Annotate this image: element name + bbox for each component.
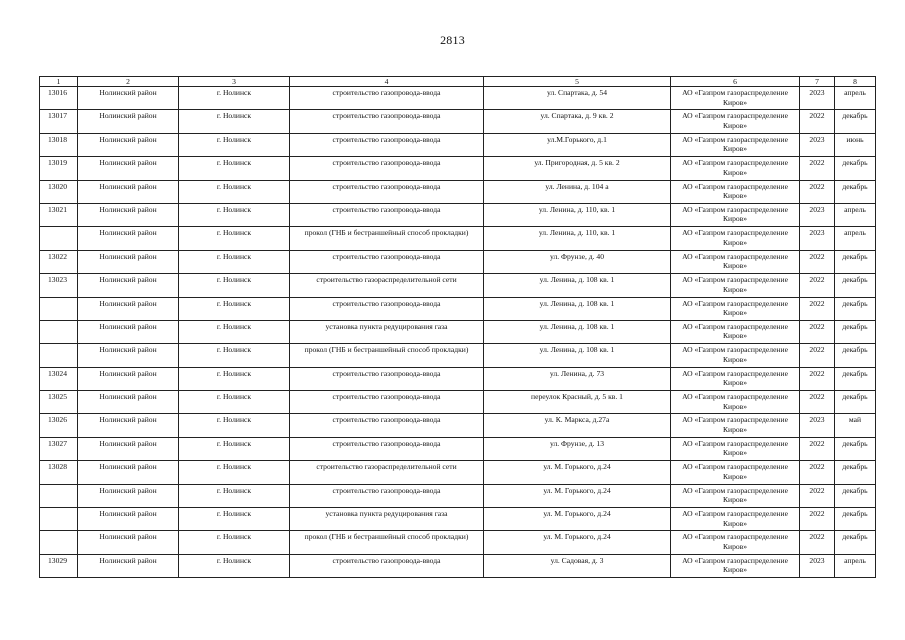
year-cell: 2022 bbox=[800, 320, 835, 343]
table-row bbox=[40, 461, 876, 484]
table-row bbox=[40, 367, 876, 390]
work-type-cell: строительство газопровода-ввода bbox=[290, 250, 484, 273]
organization-cell: АО «Газпром газораспределение Киров» bbox=[671, 87, 800, 110]
record-number-cell: 13026 bbox=[40, 414, 78, 437]
column-number-row bbox=[40, 77, 876, 87]
record-number-cell: 13020 bbox=[40, 180, 78, 203]
year-cell: 2022 bbox=[800, 508, 835, 531]
district-cell: Нолинский район bbox=[78, 391, 179, 414]
record-number-cell: 13029 bbox=[40, 554, 78, 577]
work-type-cell: прокол (ГНБ и бестраншейный способ прокладки) bbox=[290, 344, 484, 367]
organization-cell: АО «Газпром газораспределение Киров» bbox=[671, 391, 800, 414]
organization-cell: АО «Газпром газораспределение Киров» bbox=[671, 414, 800, 437]
address-cell: ул. Пригородная, д. 5 кв. 2 bbox=[484, 157, 671, 180]
month-cell: декабрь bbox=[835, 391, 876, 414]
organization-cell: АО «Газпром газораспределение Киров» bbox=[671, 554, 800, 577]
city-cell: г. Нолинск bbox=[179, 367, 290, 390]
district-cell: Нолинский район bbox=[78, 554, 179, 577]
year-cell: 2022 bbox=[800, 157, 835, 180]
work-type-cell: установка пункта редуцирования газа bbox=[290, 508, 484, 531]
organization-cell: АО «Газпром газораспределение Киров» bbox=[671, 180, 800, 203]
city-cell: г. Нолинск bbox=[179, 484, 290, 507]
organization-cell: АО «Газпром газораспределение Киров» bbox=[671, 157, 800, 180]
address-cell: ул. Ленина, д. 108 кв. 1 bbox=[484, 320, 671, 343]
address-cell: ул. Ленина, д. 110, кв. 1 bbox=[484, 203, 671, 226]
year-cell: 2022 bbox=[800, 461, 835, 484]
district-cell: Нолинский район bbox=[78, 87, 179, 110]
column-number: 2 bbox=[78, 77, 179, 87]
district-cell: Нолинский район bbox=[78, 531, 179, 554]
work-type-cell: строительство газопровода-ввода bbox=[290, 110, 484, 133]
table-row bbox=[40, 554, 876, 577]
city-cell: г. Нолинск bbox=[179, 320, 290, 343]
city-cell: г. Нолинск bbox=[179, 203, 290, 226]
address-cell: ул. М. Горького, д.24 bbox=[484, 461, 671, 484]
year-cell: 2022 bbox=[800, 110, 835, 133]
city-cell: г. Нолинск bbox=[179, 344, 290, 367]
table-row bbox=[40, 250, 876, 273]
city-cell: г. Нолинск bbox=[179, 133, 290, 156]
work-type-cell: установка пункта редуцирования газа bbox=[290, 320, 484, 343]
month-cell: апрель bbox=[835, 227, 876, 250]
table-row bbox=[40, 531, 876, 554]
column-number: 7 bbox=[800, 77, 835, 87]
month-cell: декабрь bbox=[835, 508, 876, 531]
month-cell: декабрь bbox=[835, 250, 876, 273]
address-cell: ул. К. Маркса, д.27а bbox=[484, 414, 671, 437]
city-cell: г. Нолинск bbox=[179, 250, 290, 273]
year-cell: 2022 bbox=[800, 250, 835, 273]
work-type-cell: строительство газопровода-ввода bbox=[290, 367, 484, 390]
month-cell: июнь bbox=[835, 133, 876, 156]
month-cell: декабрь bbox=[835, 274, 876, 297]
address-cell: ул. Ленина, д. 73 bbox=[484, 367, 671, 390]
month-cell: декабрь bbox=[835, 320, 876, 343]
district-cell: Нолинский район bbox=[78, 110, 179, 133]
year-cell: 2023 bbox=[800, 203, 835, 226]
organization-cell: АО «Газпром газораспределение Киров» bbox=[671, 133, 800, 156]
year-cell: 2023 bbox=[800, 133, 835, 156]
address-cell: ул. Ленина, д. 110, кв. 1 bbox=[484, 227, 671, 250]
work-type-cell: строительство газопровода-ввода bbox=[290, 133, 484, 156]
district-cell: Нолинский район bbox=[78, 227, 179, 250]
table-row bbox=[40, 414, 876, 437]
work-type-cell: строительство газопровода-ввода bbox=[290, 203, 484, 226]
column-number: 4 bbox=[290, 77, 484, 87]
record-number-cell: 13018 bbox=[40, 133, 78, 156]
year-cell: 2022 bbox=[800, 367, 835, 390]
district-cell: Нолинский район bbox=[78, 414, 179, 437]
organization-cell: АО «Газпром газораспределение Киров» bbox=[671, 508, 800, 531]
work-type-cell: прокол (ГНБ и бестраншейный способ прокладки) bbox=[290, 227, 484, 250]
district-cell: Нолинский район bbox=[78, 461, 179, 484]
district-cell: Нолинский район bbox=[78, 274, 179, 297]
table-row bbox=[40, 274, 876, 297]
table-row bbox=[40, 391, 876, 414]
record-number-cell: 13028 bbox=[40, 461, 78, 484]
district-cell: Нолинский район bbox=[78, 180, 179, 203]
month-cell: декабрь bbox=[835, 367, 876, 390]
table-row bbox=[40, 227, 876, 250]
district-cell: Нолинский район bbox=[78, 157, 179, 180]
month-cell: декабрь bbox=[835, 297, 876, 320]
district-cell: Нолинский район bbox=[78, 484, 179, 507]
record-number-cell: 13022 bbox=[40, 250, 78, 273]
city-cell: г. Нолинск bbox=[179, 297, 290, 320]
record-number-cell bbox=[40, 531, 78, 554]
month-cell: декабрь bbox=[835, 110, 876, 133]
organization-cell: АО «Газпром газораспределение Киров» bbox=[671, 437, 800, 460]
year-cell: 2022 bbox=[800, 297, 835, 320]
table-row bbox=[40, 133, 876, 156]
column-number: 8 bbox=[835, 77, 876, 87]
record-number-cell: 13016 bbox=[40, 87, 78, 110]
work-type-cell: строительство газопровода-ввода bbox=[290, 180, 484, 203]
record-number-cell bbox=[40, 227, 78, 250]
year-cell: 2022 bbox=[800, 391, 835, 414]
year-cell: 2022 bbox=[800, 437, 835, 460]
month-cell: декабрь bbox=[835, 461, 876, 484]
record-number-cell: 13019 bbox=[40, 157, 78, 180]
district-cell: Нолинский район bbox=[78, 320, 179, 343]
column-number: 1 bbox=[40, 77, 78, 87]
year-cell: 2022 bbox=[800, 274, 835, 297]
work-type-cell: строительство газопровода-ввода bbox=[290, 554, 484, 577]
year-cell: 2022 bbox=[800, 180, 835, 203]
month-cell: декабрь bbox=[835, 157, 876, 180]
year-cell: 2023 bbox=[800, 414, 835, 437]
city-cell: г. Нолинск bbox=[179, 461, 290, 484]
work-type-cell: строительство газопровода-ввода bbox=[290, 157, 484, 180]
work-type-cell: строительство газопровода-ввода bbox=[290, 391, 484, 414]
record-number-cell bbox=[40, 484, 78, 507]
record-number-cell: 13017 bbox=[40, 110, 78, 133]
year-cell: 2023 bbox=[800, 87, 835, 110]
address-cell: ул.М.Горького, д.1 bbox=[484, 133, 671, 156]
column-number: 6 bbox=[671, 77, 800, 87]
city-cell: г. Нолинск bbox=[179, 437, 290, 460]
district-cell: Нолинский район bbox=[78, 344, 179, 367]
work-type-cell: строительство газопровода-ввода bbox=[290, 87, 484, 110]
organization-cell: АО «Газпром газораспределение Киров» bbox=[671, 250, 800, 273]
address-cell: ул. Ленина, д. 104 а bbox=[484, 180, 671, 203]
district-cell: Нолинский район bbox=[78, 133, 179, 156]
city-cell: г. Нолинск bbox=[179, 157, 290, 180]
city-cell: г. Нолинск bbox=[179, 554, 290, 577]
month-cell: декабрь bbox=[835, 180, 876, 203]
district-cell: Нолинский район bbox=[78, 203, 179, 226]
organization-cell: АО «Газпром газораспределение Киров» bbox=[671, 297, 800, 320]
month-cell: декабрь bbox=[835, 437, 876, 460]
city-cell: г. Нолинск bbox=[179, 87, 290, 110]
month-cell: декабрь bbox=[835, 531, 876, 554]
city-cell: г. Нолинск bbox=[179, 531, 290, 554]
table-row bbox=[40, 203, 876, 226]
month-cell: декабрь bbox=[835, 344, 876, 367]
address-cell: ул. М. Горького, д.24 bbox=[484, 508, 671, 531]
organization-cell: АО «Газпром газораспределение Киров» bbox=[671, 531, 800, 554]
page-number: 2813 bbox=[440, 33, 465, 47]
organization-cell: АО «Газпром газораспределение Киров» bbox=[671, 484, 800, 507]
address-cell: переулок Красный, д. 5 кв. 1 bbox=[484, 391, 671, 414]
work-type-cell: строительство газопровода-ввода bbox=[290, 437, 484, 460]
column-number: 3 bbox=[179, 77, 290, 87]
year-cell: 2023 bbox=[800, 227, 835, 250]
district-cell: Нолинский район bbox=[78, 437, 179, 460]
district-cell: Нолинский район bbox=[78, 297, 179, 320]
table-row bbox=[40, 344, 876, 367]
table-row bbox=[40, 87, 876, 110]
organization-cell: АО «Газпром газораспределение Киров» bbox=[671, 110, 800, 133]
year-cell: 2022 bbox=[800, 484, 835, 507]
city-cell: г. Нолинск bbox=[179, 180, 290, 203]
city-cell: г. Нолинск bbox=[179, 414, 290, 437]
work-type-cell: строительство газораспределительной сети bbox=[290, 461, 484, 484]
record-number-cell bbox=[40, 320, 78, 343]
record-number-cell bbox=[40, 297, 78, 320]
organization-cell: АО «Газпром газораспределение Киров» bbox=[671, 274, 800, 297]
table-row bbox=[40, 320, 876, 343]
organization-cell: АО «Газпром газораспределение Киров» bbox=[671, 367, 800, 390]
record-number-cell: 13027 bbox=[40, 437, 78, 460]
work-type-cell: прокол (ГНБ и бестраншейный способ прокладки) bbox=[290, 531, 484, 554]
year-cell: 2023 bbox=[800, 554, 835, 577]
organization-cell: АО «Газпром газораспределение Киров» bbox=[671, 320, 800, 343]
city-cell: г. Нолинск bbox=[179, 274, 290, 297]
city-cell: г. Нолинск bbox=[179, 391, 290, 414]
year-cell: 2022 bbox=[800, 531, 835, 554]
address-cell: ул. М. Горького, д.24 bbox=[484, 531, 671, 554]
column-number: 5 bbox=[484, 77, 671, 87]
city-cell: г. Нолинск bbox=[179, 110, 290, 133]
address-cell: ул. Ленина, д. 108 кв. 1 bbox=[484, 344, 671, 367]
record-number-cell bbox=[40, 344, 78, 367]
table-row bbox=[40, 180, 876, 203]
month-cell: апрель bbox=[835, 87, 876, 110]
record-number-cell: 13021 bbox=[40, 203, 78, 226]
record-number-cell: 13024 bbox=[40, 367, 78, 390]
record-number-cell: 13025 bbox=[40, 391, 78, 414]
organization-cell: АО «Газпром газораспределение Киров» bbox=[671, 344, 800, 367]
gasification-schedule-table bbox=[39, 76, 876, 578]
address-cell: ул. Садовая, д. 3 bbox=[484, 554, 671, 577]
year-cell: 2022 bbox=[800, 344, 835, 367]
work-type-cell: строительство газопровода-ввода bbox=[290, 484, 484, 507]
organization-cell: АО «Газпром газораспределение Киров» bbox=[671, 461, 800, 484]
address-cell: ул. Ленина, д. 108 кв. 1 bbox=[484, 297, 671, 320]
address-cell: ул. Фрунзе, д. 13 bbox=[484, 437, 671, 460]
district-cell: Нолинский район bbox=[78, 367, 179, 390]
table-row bbox=[40, 157, 876, 180]
work-type-cell: строительство газопровода-ввода bbox=[290, 297, 484, 320]
month-cell: май bbox=[835, 414, 876, 437]
table-row bbox=[40, 484, 876, 507]
address-cell: ул. Спартака, д. 9 кв. 2 bbox=[484, 110, 671, 133]
month-cell: апрель bbox=[835, 554, 876, 577]
record-number-cell: 13023 bbox=[40, 274, 78, 297]
work-type-cell: строительство газопровода-ввода bbox=[290, 414, 484, 437]
month-cell: декабрь bbox=[835, 484, 876, 507]
address-cell: ул. М. Горького, д.24 bbox=[484, 484, 671, 507]
table-row bbox=[40, 437, 876, 460]
organization-cell: АО «Газпром газораспределение Киров» bbox=[671, 227, 800, 250]
district-cell: Нолинский район bbox=[78, 250, 179, 273]
address-cell: ул. Ленина, д. 108 кв. 1 bbox=[484, 274, 671, 297]
city-cell: г. Нолинск bbox=[179, 227, 290, 250]
table-row bbox=[40, 110, 876, 133]
record-number-cell bbox=[40, 508, 78, 531]
organization-cell: АО «Газпром газораспределение Киров» bbox=[671, 203, 800, 226]
district-cell: Нолинский район bbox=[78, 508, 179, 531]
address-cell: ул. Фрунзе, д. 40 bbox=[484, 250, 671, 273]
table-row bbox=[40, 508, 876, 531]
table-row bbox=[40, 297, 876, 320]
city-cell: г. Нолинск bbox=[179, 508, 290, 531]
work-type-cell: строительство газораспределительной сети bbox=[290, 274, 484, 297]
month-cell: апрель bbox=[835, 203, 876, 226]
address-cell: ул. Спартака, д. 54 bbox=[484, 87, 671, 110]
